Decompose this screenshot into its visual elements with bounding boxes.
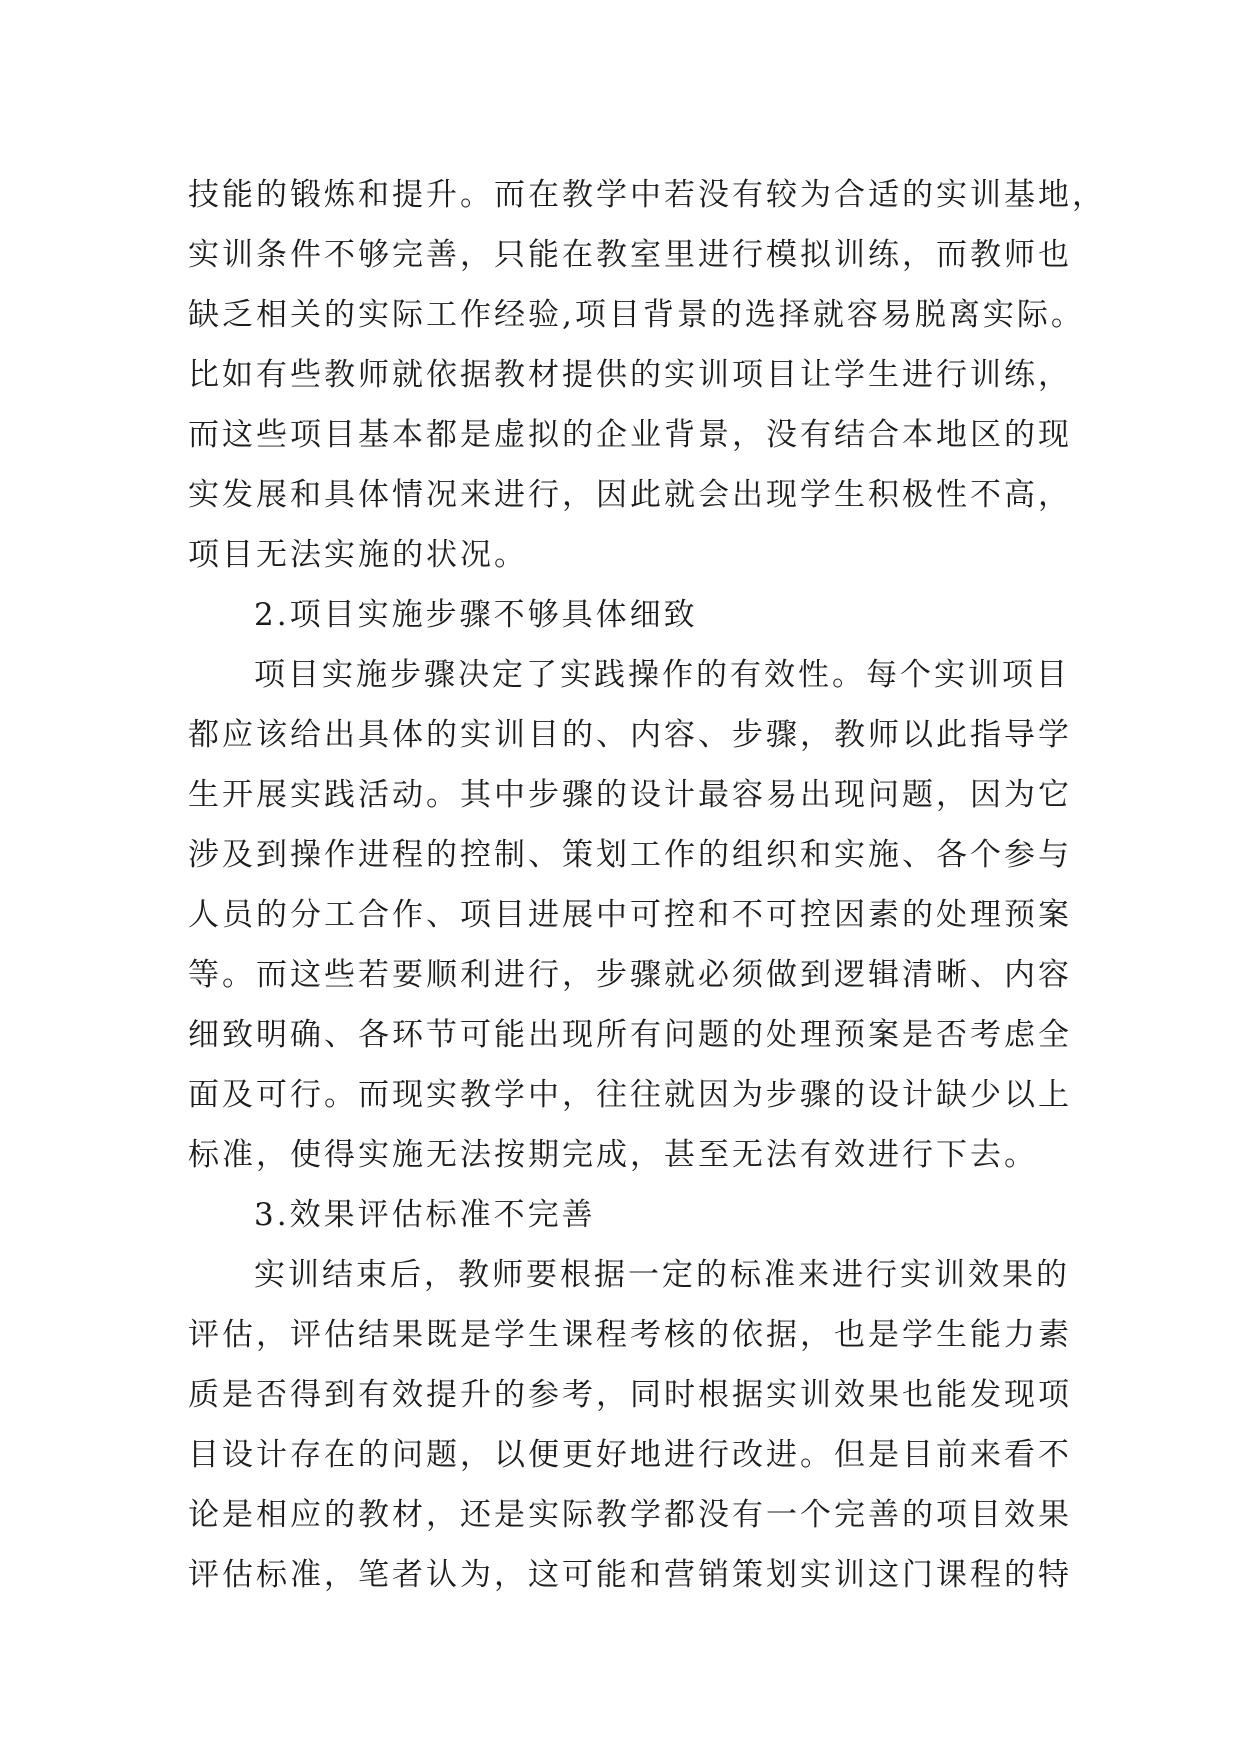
text-line: 论是相应的教材，还是实际教学都没有一个完善的项目效果 xyxy=(188,1497,1072,1533)
text-line: 都应该给出具体的实训目的、内容、步骤，教师以此指导学 xyxy=(188,717,1072,753)
text-line: 技能的锻炼和提升。而在教学中若没有较为合适的实训基地， xyxy=(188,177,1106,213)
text-line: 项目实施步骤决定了实践操作的有效性。每个实训项目 xyxy=(254,657,1070,693)
text-line: 等。而这些若要顺利进行，步骤就必须做到逻辑清晰、内容 xyxy=(188,957,1072,993)
text-line: 而这些项目基本都是虚拟的企业背景，没有结合本地区的现 xyxy=(188,417,1072,453)
text-line: 评估，评估结果既是学生课程考核的依据，也是学生能力素 xyxy=(188,1317,1072,1353)
text-line: 细致明确、各环节可能出现所有问题的处理预案是否考虑全 xyxy=(188,1017,1072,1053)
text-line: 比如有些教师就依据教材提供的实训项目让学生进行训练， xyxy=(188,357,1072,393)
text-line: 实发展和具体情况来进行，因此就会出现学生积极性不高， xyxy=(188,477,1072,513)
text-line: 人员的分工合作、项目进展中可控和不可控因素的处理预案 xyxy=(188,897,1072,933)
text-line: 质是否得到有效提升的参考，同时根据实训效果也能发现项 xyxy=(188,1377,1072,1413)
text-line: 缺乏相关的实际工作经验,项目背景的选择就容易脱离实际。 xyxy=(188,297,1085,333)
text-line: 实训条件不够完善，只能在教室里进行模拟训练，而教师也 xyxy=(188,237,1072,273)
text-line: 2.项目实施步骤不够具体细致 xyxy=(254,597,698,633)
text-line: 标准，使得实施无法按期完成，甚至无法有效进行下去。 xyxy=(188,1137,1038,1173)
text-line: 实训结束后，教师要根据一定的标准来进行实训效果的 xyxy=(254,1257,1070,1293)
text-line: 涉及到操作进程的控制、策划工作的组织和实施、各个参与 xyxy=(188,837,1072,873)
text-line: 项目无法实施的状况。 xyxy=(188,537,528,573)
body-text xyxy=(188,165,1106,1605)
text-line: 面及可行。而现实教学中，往往就因为步骤的设计缺少以上 xyxy=(188,1077,1072,1113)
text-line: 评估标准，笔者认为，这可能和营销策划实训这门课程的特 xyxy=(188,1557,1072,1593)
text-line: 3.效果评估标准不完善 xyxy=(254,1197,596,1233)
text-line: 目设计存在的问题，以便更好地进行改进。但是目前来看不 xyxy=(188,1437,1072,1473)
text-line: 生开展实践活动。其中步骤的设计最容易出现问题，因为它 xyxy=(188,777,1072,813)
